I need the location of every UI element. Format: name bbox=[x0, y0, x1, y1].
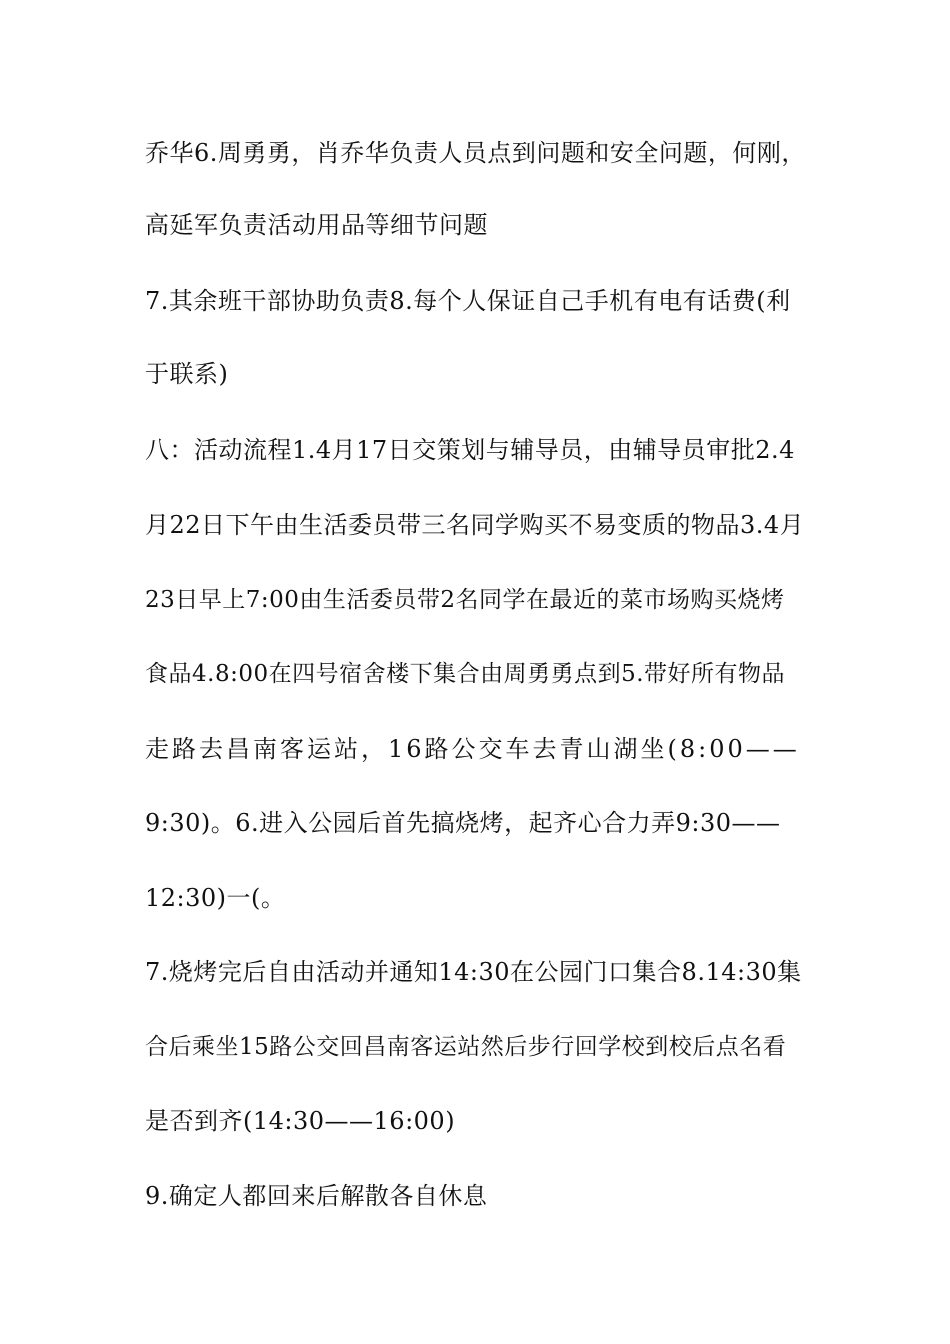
text-line-2: 高延军负责活动用品等细节问题 bbox=[145, 211, 488, 239]
text-line-10: 9:30)。6.进入公园后首先搞烧烤，起齐心合力弄9:30—— bbox=[145, 809, 781, 837]
text-line-15: 9.确定人都回来后解散各自休息 bbox=[145, 1182, 488, 1210]
text-line-12: 7.烧烤完后自由活动并通知14:30在公园门口集合8.14:30集 bbox=[145, 958, 802, 986]
text-line-11: 12:30)一(。 bbox=[145, 884, 286, 912]
text-line-7: 23日早上7:00由生活委员带2名同学在最近的菜市场购买烧烤 bbox=[145, 587, 785, 613]
text-line-1: 乔华6.周勇勇，肖乔华负责人员点到问题和安全问题，何刚， bbox=[145, 139, 806, 167]
text-line-6: 月22日下午由生活委员带三名同学购买不易变质的物品3.4月 bbox=[145, 511, 805, 539]
text-line-8: 食品4.8:00在四号宿舍楼下集合由周勇勇点到5.带好所有物品 bbox=[145, 661, 786, 687]
text-line-14: 是否到齐(14:30——16:00) bbox=[145, 1107, 456, 1135]
text-line-4: 于联系) bbox=[145, 360, 229, 388]
text-line-13: 合后乘坐15路公交回昌南客运站然后步行回学校到校后点名看 bbox=[145, 1034, 787, 1060]
text-line-5: 八：活动流程1.4月17日交策划与辅导员，由辅导员审批2.4 bbox=[145, 436, 795, 464]
text-line-3: 7.其余班干部协助负责8.每个人保证自己手机有电有话费(利 bbox=[145, 287, 791, 315]
text-line-9: 走路去昌南客运站，16路公交车去青山湖坐(8:00—— bbox=[145, 735, 800, 763]
